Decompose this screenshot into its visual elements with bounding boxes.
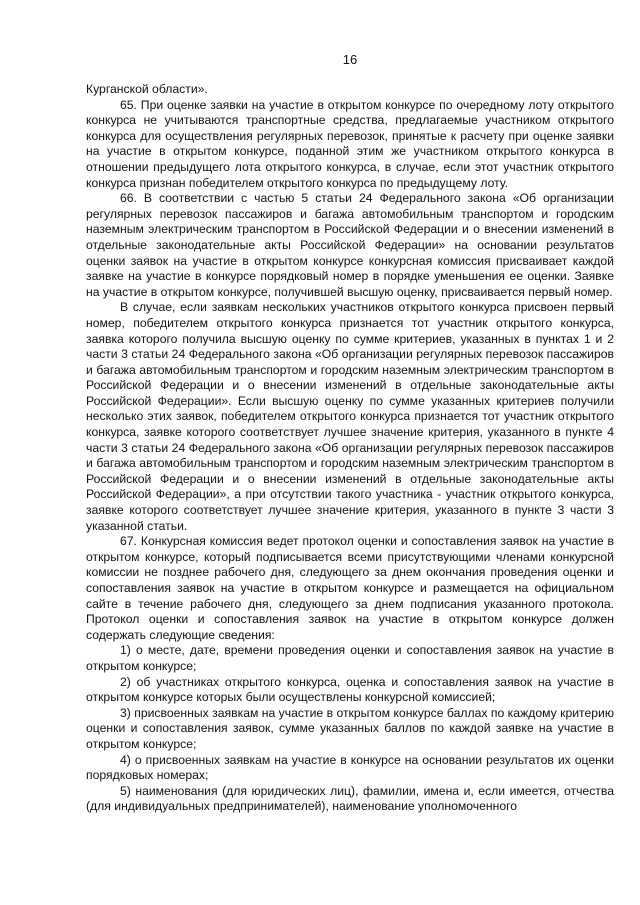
list-item-1: 1) о месте, дате, времени проведения оценки и сопоставления заявок на участие в открытом конкурсе; [86,643,614,673]
list-item-5: 5) наименования (для юридических лиц), фамилии, имена и, если имеется, отчества (для индивидуальных предпринимателей), наименование уполномоченного [86,783,614,814]
paragraph-65: 65. При оценке заявки на участие в открытом конкурсе по очередному лоту открытого конкурса не учитываются транспортные средства, предлагаемые участником открытого конкурса для осуществления регулярных перевозок, принятые к расчету при оценке заявки на участие в открытом конкурсе, поданной этим же участником открытого конкурса в отношении предыдущего лота открытого конкурса, в случае, если этот участник открытого конкурса признан победителем открытого конкурса по предыдущему лоту. [86,97,614,190]
paragraph-66-continued: В случае, если заявкам нескольких участников открытого конкурса присвоен первый номер, победителем открытого конкурса признается тот участник открытого конкурса, заявка которого получила высшую оценку по сумме критериев, указанных в пунктах 1 и 2 части 3 статьи 24 Федерального закона «Об организации регулярных перевозок пассажиров и багажа автомобильным транспортом и городским наземным электрическим транспортом в Российской Федерации и о внесении изменений в отдельные законодательные акты Российской Федерации». Если высшую оценку по сумме указанных критериев получили несколько этих заявок, победителем открытого конкурса признается тот участник открытого конкурса, заявке которого соответствует лучшее значение критерия, указанного в пункте 4 части 3 статьи 24 Федерального закона «Об организации регулярных перевозок пассажиров и багажа автомобильным транспортом и городским наземным электрическим транспортом в Российской Федерации и о внесении изменений в отдельные законодательные акты Российской Федерации», а при отсутствии такого участника - участник открытого конкурса, заявке которого соответствует лучшее значение критерия, указанного в пункте 3 части 3 указанной статьи. [86,300,614,533]
page-number: 16 [342,52,358,67]
document-page [86,52,614,815]
list-item-3: 3) присвоенных заявкам на участие в открытом конкурсе баллах по каждому критерию оценки и сопоставления заявок, сумме указанных баллов по каждой заявке на участие в открытом конкурсе; [86,705,614,751]
list-item-2: 2) об участниках открытого конкурса, оценка и сопоставления заявок на участие в открытом конкурсе которых были осуществлены конкурсной комиссией; [86,674,614,705]
list-item-4: 4) о присвоенных заявкам на участие в конкурсе на основании результатов их оценки порядковых номерах; [86,752,614,783]
document-body [86,82,614,815]
paragraph-66: 66. В соответствии с частью 5 статьи 24 Федерального закона «Об организации регулярных перевозок пассажиров и багажа автомобильным транспортом и городским наземным электрическим транспортом в Российской Федерации и о внесении изменений в отдельные законодательные акты Российской Федерации» на основании результатов оценки заявок на участие в открытом конкурсе конкурсная комиссия присваивает каждой заявке на участие в конкурсе порядковый номер в порядке уменьшения ее оценки. Заявке на участие в открытом конкурсе, получившей высшую оценку, присваивается первый номер. [86,191,614,299]
paragraph-67: 67. Конкурсная комиссия ведет протокол оценки и сопоставления заявок на участие в открытом конкурсе, который подписывается всеми присутствующими членами конкурсной комиссии не позднее рабочего дня, следующего за днем окончания проведения оценки и сопоставления заявок на участие в открытом конкурсе и размещается на официальном сайте в течение рабочего дня, следующего за днем подписания указанного протокола. Протокол оценки и сопоставления заявок на участие в открытом конкурсе должен содержать следующие сведения: [86,534,614,642]
paragraph-continuation: Курганской области». [86,82,208,96]
